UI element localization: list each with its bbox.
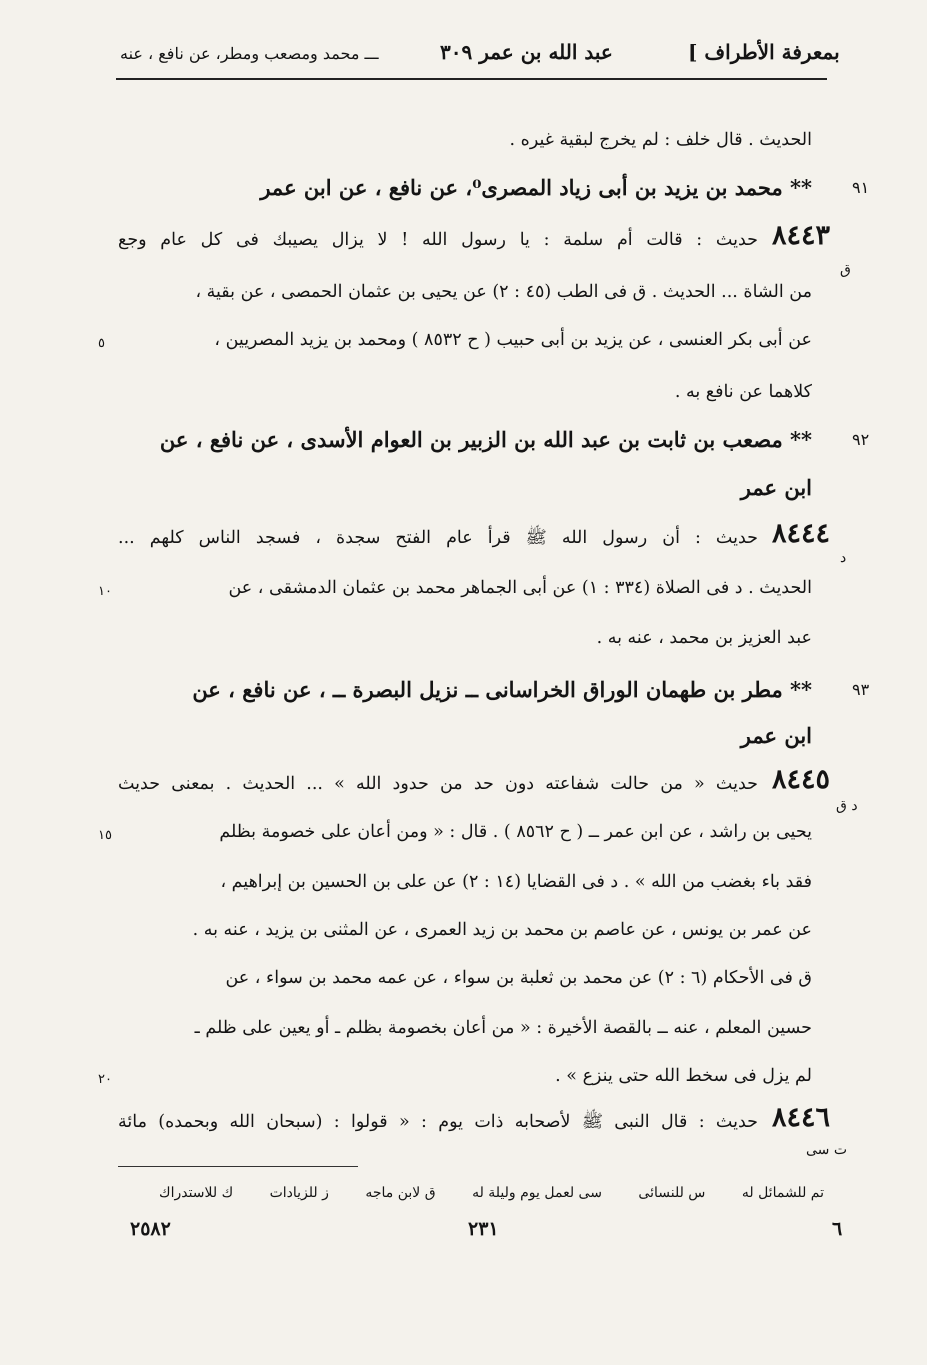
entry-number: ٩٢ xyxy=(852,430,870,449)
entry-heading-cont: ابن عمر xyxy=(740,475,812,500)
entry-heading: ** محمد بن يزيد بن أبى زياد المصرى⁰، عن نافع ، عن ابن عمر xyxy=(260,175,812,200)
line-marker: ١٥ xyxy=(98,828,112,843)
siglum: ق xyxy=(840,262,851,278)
line-marker: ٢٠ xyxy=(98,1072,112,1087)
hadith-line: حديث : أن رسول الله ﷺ قرأ عام الفتح سجدة ، فسجد الناس كلهم ... xyxy=(118,528,758,548)
hadith-number: ٨٤٤٤ xyxy=(772,518,831,549)
hadith-line: حديث « من حالت شفاعته دون حد من حدود الله » ... الحديث . بمعنى حديث xyxy=(118,774,758,794)
entry-heading: ** مصعب بن ثابت بن عبد الله بن الزبير بن العوام الأسدى ، عن نافع ، عن xyxy=(159,427,812,452)
footer-reference: ٢٥٨٢ xyxy=(130,1218,171,1240)
header-chapter-range: ـــ محمد ومصعب ومطر، عن نافع ، عنه xyxy=(120,44,379,63)
header-rule xyxy=(116,78,827,80)
entry-number: ٩١ xyxy=(852,178,870,197)
entry-heading: ** مطر بن طهمان الوراق الخراسانى ــ نزيل البصرة ــ ، عن نافع ، عن xyxy=(192,677,812,702)
hadith-number: ٨٤٤٥ xyxy=(772,764,831,795)
text-line: عن أبى بكر العنسى ، عن يزيد بن أبى حبيب ( ح ٨٥٣٢ ) ومحمد بن يزيد المصريين ، xyxy=(214,330,812,350)
siglum: د ق xyxy=(836,798,858,814)
hadith-line: حديث : قال النبى ﷺ لأصحابه ذات يوم : « قولوا : (سبحان الله وبحمده) مائة xyxy=(118,1112,758,1132)
text-line: الحديث . د فى الصلاة (٣٣٤ : ١) عن أبى الجماهر محمد بن عثمان الدمشقى ، عن xyxy=(228,578,812,598)
hadith-number: ٨٤٤٣ xyxy=(772,220,831,251)
entry-heading-cont: ابن عمر xyxy=(740,723,812,748)
text-line: الحديث . قال خلف : لم يخرج لبقية غيره . xyxy=(509,130,812,150)
hadith-line: حديث : قالت أم سلمة : يا رسول الله ! لا يزال يصيبك فى كل عام وجع xyxy=(118,230,758,250)
page-number: ٢٣١ xyxy=(468,1218,499,1240)
text-line: كلاهما عن نافع به . xyxy=(674,382,812,402)
entry-number: ٩٣ xyxy=(852,680,870,699)
line-marker: ١٠ xyxy=(98,584,112,599)
text-line: لم يزل فى سخط الله حتى ينزع » . xyxy=(555,1066,812,1086)
text-line: فقد باء بغضب من الله » . د فى القضايا (١٤ : ٢) عن على بن الحسين بن إبراهيم ، xyxy=(220,872,812,892)
footnote-rule xyxy=(118,1166,358,1167)
siglum: د xyxy=(840,550,847,566)
text-line: عبد العزيز بن محمد ، عنه به . xyxy=(596,628,812,648)
header-book-title: بمعرفة الأطراف ] xyxy=(688,40,840,64)
text-line: حسين المعلم ، عنه ــ بالقصة الأخيرة : « من أعان بخصومة بظلم ـ أو يعين على ظلم ـ xyxy=(194,1018,812,1038)
volume-number: ٦ xyxy=(832,1218,843,1240)
header-title: عبد الله بن عمر ٣٠٩ xyxy=(440,40,613,64)
text-line: من الشاة ... الحديث . ق فى الطب (٤٥ : ٢) عن يحيى بن عثمان الحمصى ، عن بقية ، xyxy=(195,282,812,302)
footnote-abbreviations: تم للشمائل له س للنسائى سى لعمل يوم وليلة له ق لابن ماجه ز للزيادات ك للاستدراك xyxy=(159,1185,824,1201)
text-line: يحيى بن راشد ، عن ابن عمر ــ ( ح ٨٥٦٢ ) . قال : « ومن أعان على خصومة بظلم xyxy=(219,822,812,842)
siglum: ت سى xyxy=(806,1142,848,1158)
text-line: عن عمر بن يونس ، عن عاصم بن محمد بن زيد العمرى ، عن المثنى بن يزيد ، عنه به . xyxy=(192,920,812,940)
text-line: ق فى الأحكام (٦ : ٢) عن محمد بن ثعلبة بن سواء ، عن عمه محمد بن سواء ، عن xyxy=(225,968,812,988)
hadith-number: ٨٤٤٦ xyxy=(772,1102,831,1133)
line-marker: ٥ xyxy=(98,336,105,351)
